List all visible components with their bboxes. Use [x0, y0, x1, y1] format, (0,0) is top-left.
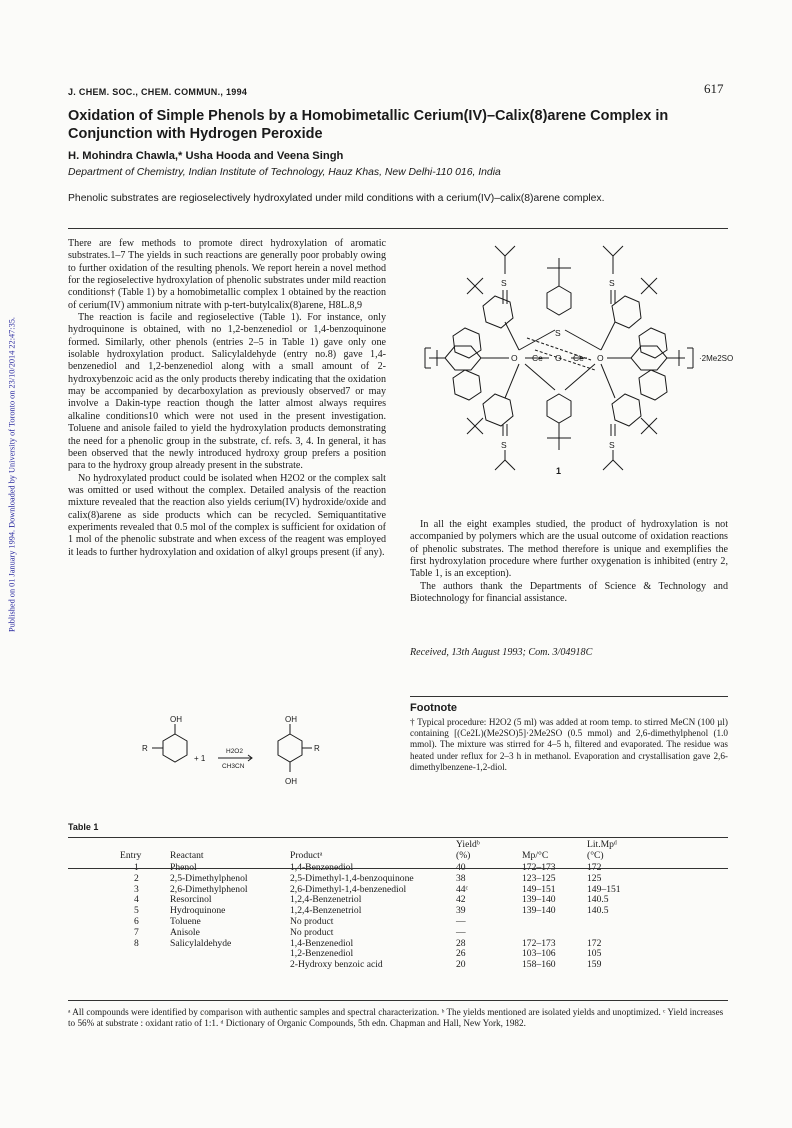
table-cell: [522, 917, 587, 928]
table-cell: 4: [134, 894, 139, 906]
table-cell: 1,2,4-Benzenetriol: [290, 905, 362, 917]
column-header: Yieldᵇ (%): [456, 839, 480, 861]
journal-header: J. CHEM. SOC., CHEM. COMMUN., 1994: [68, 87, 248, 97]
reagent-oxidant: H2O2: [226, 748, 243, 755]
table-cell: 1,2-Benzenediol: [290, 948, 354, 960]
article-title: Oxidation of Simple Phenols by a Homobimetallic Cerium(IV)–Calix(8)arene Complex in Conjunction with Hydrogen Peroxide: [68, 108, 669, 142]
table-cell: 172: [587, 862, 602, 873]
table-cell: 123–125: [522, 872, 556, 884]
paragraph: The reaction is facile and regioselective (Table 1). For instance, only hydroquinone is obtained, with no 1,2-benzenediol or 1,4-benzoquinone formed. Similarly, other phenols (entries 2–5 in Table 1) gave only one isolable hydroxylation product. Salicylaldehyde (entry no.8) gave 1,4-benzenediol and 1,2-benzenediol along with a small amount of 2-hydroxybenzoic acid as the only products thereby indicating that the oxidation may be accompanied by decarboxylation as previously observed7 or may involve a Dakin-type reaction though the latter almost always requires alkaline conditions10 which were not used in the present investigation. Toluene and anisole failed to yield the hydroxylation products demonstrating the need for a phenolic group in the substrate, cf. refs. 3, 4. In general, it has been observed that the newly introduced hydroxy group prefers a position para to the hydroxy group already present in the substrate.: [68, 312, 386, 472]
footnote-rule: [410, 696, 728, 697]
table-cell: 39: [456, 905, 466, 917]
table-cell: 159: [587, 959, 602, 971]
column-header: Mp/°C: [522, 850, 549, 861]
table-cell: 20: [456, 959, 466, 971]
abstract: Phenolic substrates are regioselectively hydroxylated under mild conditions with a cerium(IV)–calix(8)arene complex.: [68, 193, 605, 204]
table-label: Table 1: [68, 822, 99, 832]
download-watermark: [0, 0, 22, 1128]
table-row: [120, 917, 728, 928]
table-cell: 2,6-Dimethylphenol: [170, 883, 248, 895]
calixarene-complex-structure: [415, 238, 734, 478]
oxygen-label: O: [597, 353, 604, 363]
table-cell: 26: [456, 948, 466, 960]
sulfur-label: S: [609, 440, 615, 450]
oxygen-label: O: [511, 353, 518, 363]
table-cell: 38: [456, 872, 466, 884]
footnote-text: † Typical procedure: H2O2 (5 ml) was added at room temp. to stirred MeCN (100 µl) containing [(Ce2L)(Me2SO)5]·2Me2SO (0.5 mmol) and 2,6-dimethylphenol (1.0 mmol). The mixture was stirred for 4–5 h, filtered and evaporated. The residue was heated under reflux for 2–3 h in methanol. Evaporation and crystallisation gave 2,6-dimethylbenzene-1,2-diol.: [410, 717, 728, 772]
affiliation: Department of Chemistry, Indian Institute of Technology, Hauz Khas, New Delhi-110 016, India: [68, 167, 501, 178]
table-cell: 2: [134, 872, 139, 884]
table-cell: Phenol: [170, 862, 197, 873]
received-date: Received, 13th August 1993; Com. 3/04918C: [410, 647, 593, 658]
paragraph: In all the eight examples studied, the product of hydroxylation is not accompanied by polymers which are the usual outcome of oxidation reactions of phenolic substrates. The method therefore is unique and exemplifies the first hydroxylation procedure where further oxygenation is inhibited (entry 2, Table 1, is an exception).: [410, 519, 728, 580]
table-cell: Resorcinol: [170, 894, 212, 906]
table-cell: 1: [134, 862, 139, 873]
table-cell: 3: [134, 883, 139, 895]
column-header: Productᵃ: [290, 850, 323, 861]
column-header: Entry: [120, 850, 142, 861]
table-row: [120, 939, 728, 950]
paragraph: There are few methods to promote direct hydroxylation of aromatic substrates.1–7 The yields in such reactions are generally poor probably owing to further oxidation of the resulting phenols. We report herein a novel method for the regioselective hydroxylation of phenolic substrates under mild reaction conditions† (Table 1) by a homobimetallic complex 1 obtained by the reaction of cerium(IV) ammonium nitrate with p-tert-butylcalix(8)arene, H8L.8,9: [68, 238, 386, 311]
table-cell: Salicylaldehyde: [170, 937, 232, 949]
table-cell: Anisole: [170, 926, 200, 938]
table-cell: [170, 960, 290, 971]
table-cell: 2-Hydroxy benzoic acid: [290, 959, 383, 971]
column-header: Lit.Mpᵈ (°C): [587, 839, 617, 861]
table-cell: 1,2,4-Benzenetriol: [290, 894, 362, 906]
table-header-rule: [68, 868, 728, 869]
substituent-label: R: [314, 744, 320, 753]
table-cell: 2,5-Dimethyl-1,4-benzoquinone: [290, 872, 414, 884]
table-header-row: [120, 839, 728, 863]
table-row: [120, 906, 728, 917]
table-cell: [587, 928, 675, 939]
table-cell: 2,6-Dimethyl-1,4-benzenediol: [290, 883, 407, 895]
table-cell: 158–160: [522, 959, 556, 971]
table-cell: 7: [134, 926, 139, 938]
table-cell: 125: [587, 872, 602, 884]
table-cell: 139–140: [522, 905, 556, 917]
sulfur-label: S: [501, 278, 507, 288]
table-cell: —: [456, 915, 466, 927]
table-cell: 149–151: [522, 883, 556, 895]
table-cell: 40: [456, 862, 466, 873]
paragraph: The authors thank the Departments of Science & Technology and Biotechnology for financial assistance.: [410, 580, 728, 605]
body-left-column: [68, 238, 386, 559]
table-cell: 42: [456, 894, 466, 906]
table-cell: 172–173: [522, 937, 556, 949]
cerium-label: Ce: [532, 353, 543, 363]
table-cell: 5: [134, 905, 139, 917]
table-cell: 149–151: [587, 883, 621, 895]
oxygen-label: O: [555, 353, 562, 363]
substituent-label: R: [142, 744, 148, 753]
table-notes: ᵃ All compounds were identified by comparison with authentic samples and spectral characterization. ᵇ The yields mentioned are isolated yields and unoptimized. ᶜ Yield increases to 56% at substrate : oxidant ratio of 1:1. ᵈ Dictionary of Organic Compounds, 5th edn. Chapman and Hall, New York, 1982.: [68, 1007, 724, 1029]
hydroxyl-label: OH: [285, 715, 297, 724]
table-bottom-rule: [68, 1000, 728, 1001]
footnote-heading: Footnote: [410, 702, 458, 714]
table-cell: Toluene: [170, 915, 201, 927]
column-header: Reactant: [170, 850, 204, 861]
hydroxyl-label: OH: [170, 715, 182, 724]
table-cell: No product: [290, 915, 334, 927]
author-list: H. Mohindra Chawla,* Usha Hooda and Veena Singh: [68, 150, 344, 162]
table-top-rule: [68, 837, 728, 838]
cerium-label: Ce: [573, 353, 584, 363]
table-cell: 139–140: [522, 894, 556, 906]
table-cell: 1,4-Benzenediol: [290, 862, 354, 873]
table-cell: 1,4-Benzenediol: [290, 937, 354, 949]
table-cell: 172: [587, 937, 602, 949]
compound-number: 1: [556, 466, 562, 476]
sulfur-label: S: [555, 328, 561, 338]
table-cell: 6: [134, 915, 139, 927]
table-cell: 103–106: [522, 948, 556, 960]
table-cell: [587, 917, 675, 928]
table-cell: 8: [134, 937, 139, 949]
table-cell: No product: [290, 926, 334, 938]
table-cell: 140.5: [587, 894, 609, 906]
table-row: [120, 928, 728, 939]
table-cell: Hydroquinone: [170, 905, 226, 917]
table-cell: 172–173: [522, 862, 556, 873]
table-cell: [170, 949, 290, 960]
body-right-column: [410, 519, 728, 605]
results-table: [120, 839, 728, 971]
table-cell: 44ᶜ: [456, 883, 469, 895]
table-cell: [120, 960, 170, 971]
table-cell: 2,5-Dimethylphenol: [170, 872, 248, 884]
sulfur-label: S: [609, 278, 615, 288]
table-cell: —: [456, 926, 466, 938]
solvate-label: ·2Me2SO: [699, 354, 734, 363]
table-row: [120, 874, 728, 885]
table-cell: [120, 949, 170, 960]
table-row: [120, 960, 728, 971]
table-cell: 140.5: [587, 905, 609, 917]
abstract-rule: [68, 228, 728, 229]
watermark-text: Published on 01 January 1994. Downloaded by University of Toronto on 23/10/2014 22:47:35.: [7, 317, 17, 632]
hydroxyl-label: OH: [285, 777, 297, 786]
table-cell: 28: [456, 937, 466, 949]
table-cell: [522, 928, 587, 939]
plus-complex: + 1: [194, 754, 206, 763]
reaction-scheme: [130, 712, 330, 792]
page-number: 617: [704, 81, 724, 96]
table-row: [120, 949, 728, 960]
paragraph: No hydroxylated product could be isolated when H2O2 or the complex salt was omitted or used without the complex. Detailed analysis of the reaction mixture revealed that the reaction also yields cerium(IV) hydroxide/oxide and calix(8)arene as side products which can be recycled. Semiquantitative experiments revealed that 0.5 mol of the complex is sufficient for oxidation of 1 mol of the phenolic substrate and when excess of the reagent was employed it leads to further hydroxylation and oxidation of alkyl groups present (if any).: [68, 472, 386, 558]
reagent-solvent: CH3CN: [222, 763, 245, 770]
sulfur-label: S: [501, 440, 507, 450]
table-cell: 105: [587, 948, 602, 960]
